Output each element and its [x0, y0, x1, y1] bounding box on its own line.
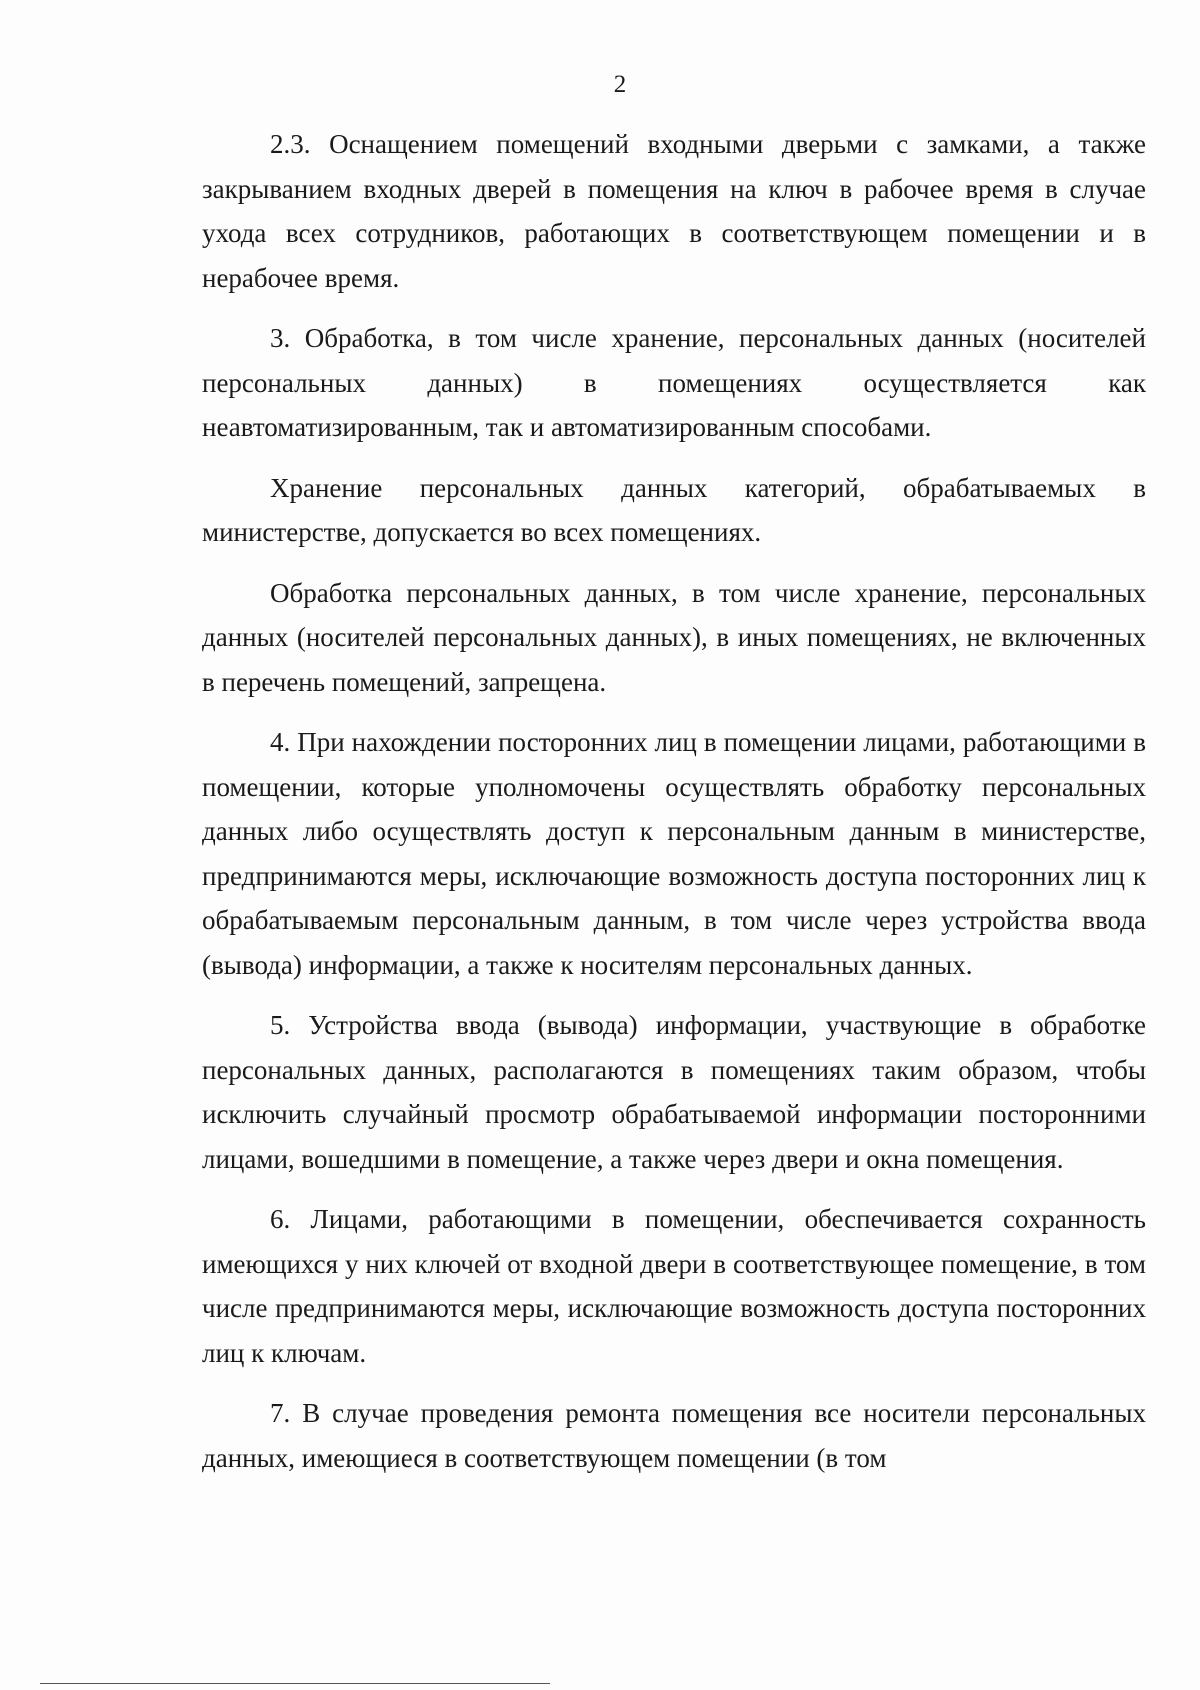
paragraph-5: 5. Устройства ввода (вывода) информации, участвующие в обработке персональных данных, располагаются в помещениях таким образом, чтобы исключить случайный просмотр обрабатываемой информации посторонними лицами, вошедшими в помещение, а также через двери и окна помещения. [202, 1010, 1146, 1174]
document-body [202, 122, 1146, 1496]
paragraph-7: 7. В случае проведения ремонта помещения все носители персональных данных, имеющиеся в соответствующем помещении (в том [202, 1398, 1146, 1473]
page-number: 2 [613, 71, 627, 98]
scan-edge-line [40, 1683, 550, 1684]
paragraph-storage: Хранение персональных данных категорий, обрабатываемых в министерстве, допускается во всех помещениях. [202, 472, 1146, 547]
paragraph-4: 4. При нахождении посторонних лиц в помещении лицами, работающими в помещении, которые уполномочены осуществлять обработку персональных данных либо осуществлять доступ к персональным данным в министерстве, предпринимаются меры, исключающие возможность доступа посторонних лиц к обрабатываемым персональным данным, в том числе через устройства ввода (вывода) информации, а также к носителям персональных данных. [202, 727, 1146, 980]
paragraph-2-3: 2.3. Оснащением помещений входными дверьми с замками, а также закрыванием входных дверей в помещения на ключ в рабочее время в случае ухода всех сотрудников, работающих в соответствующем помещении и в нерабочее время. [202, 129, 1146, 293]
paragraph-processing-prohibited: Обработка персональных данных, в том числе хранение, персональных данных (носителей персональных данных), в иных помещениях, не включенных в перечень помещений, запрещена. [202, 577, 1146, 697]
paragraph-6: 6. Лицами, работающими в помещении, обеспечивается сохранность имеющихся у них ключей от входной двери в соответствующее помещение, в том числе предпринимаются меры, исключающие возможность доступа посторонних лиц к ключам. [202, 1204, 1146, 1368]
paragraph-3: 3. Обработка, в том числе хранение, персональных данных (носителей персональных данных) в помещениях осуществляется как неавтоматизированным, так и автоматизированным способами. [202, 323, 1146, 442]
